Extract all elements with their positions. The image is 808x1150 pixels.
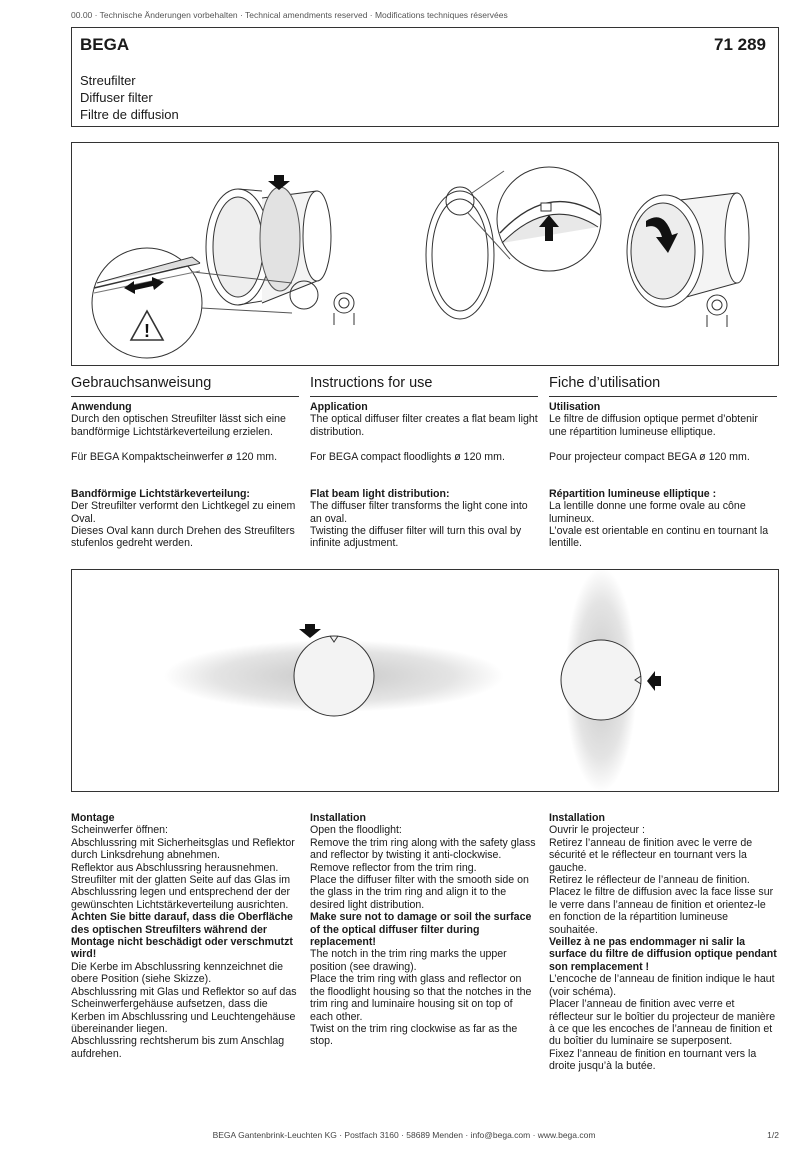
product-name-fr: Filtre de diffusion [80, 107, 179, 122]
product-name-en: Diffuser filter [80, 90, 153, 105]
warning-glyph: ! [144, 321, 150, 341]
installation-title-de: Montage [71, 812, 115, 824]
installation-step-en: Remove the trim ring along with the safety glass and reflector by twisting it anti-clockwise. [310, 836, 536, 862]
footer-address: BEGA Gantenbrink-Leuchten KG · Postfach 3160 · 58689 Menden · info@bega.com · www.bega.com [212, 1130, 596, 1140]
installation-warning-en: Make sure not to damage or soil the surface of the optical diffuser filter during replacement! [310, 911, 532, 949]
application-note-en: For BEGA compact floodlights ø 120 mm. [310, 450, 505, 463]
beam-text-fr: La lentille donne une forme ovale au cône lumineux. [549, 500, 746, 525]
trim-ring-middle [426, 191, 494, 319]
installation-step-fr: Placer l’anneau de finition avec verre et réflecteur sur le boîtier du projecteur de manière à ce que les encoches de l’anneau de finition et du boîtier du luminaire se superposent. [549, 998, 776, 1048]
heading-en: Instructions for use [310, 374, 538, 397]
installation-step-fr: L’encoche de l’anneau de finition indique le haut (voir schéma). [549, 973, 775, 998]
installation-step-de: Scheinwerfer öffnen: [71, 824, 168, 837]
installation-warning-de: Achten Sie bitte darauf, dass die Oberfläche des optischen Streufilters während der Montage nicht beschädigt oder verschmutzt wird! [71, 911, 293, 961]
installation-step-fr: Retirez le réflecteur de l’anneau de finition. [549, 874, 750, 887]
magnified-detail-left [92, 248, 202, 358]
application-text-en: The optical diffuser filter creates a flat beam light distribution. [310, 413, 538, 438]
application-text-de: Durch den optischen Streufilter lässt sich eine bandförmige Lichtstärkeverteilung erzielen. [71, 413, 286, 438]
amendments-notice: 00.00 · Technische Änderungen vorbehalten · Technical amendments reserved · Modifications techniques réservées [71, 10, 508, 20]
beam-text-en: The diffuser filter transforms the light cone into an oval. [310, 500, 528, 525]
application-title-de: Anwendung [71, 401, 132, 413]
page-number: 1/2 [767, 1130, 779, 1140]
application-note-fr: Pour projecteur compact BEGA ø 120 mm. [549, 450, 750, 463]
arrow-down-icon [299, 624, 321, 638]
installation-step-de: Abschlussring rechtsherum bis zum Anschlag aufdrehen. [71, 1035, 285, 1060]
installation-step-en: Twist on the trim ring clockwise as far as the stop. [310, 1022, 518, 1048]
column-fr-installation [549, 812, 777, 1073]
beam-text2-de: Dieses Oval kann durch Drehen des Streufilters stufenlos gedreht werden. [71, 525, 295, 550]
installation-step-en: Place the diffuser filter with the smooth side on the glass in the trim ring and align it to the desired light distribution. [310, 874, 529, 911]
diffuser-disc-horizontal [294, 636, 374, 716]
product-names [80, 72, 179, 123]
beam-text2-en: Twisting the diffuser filter will turn this oval by infinite adjustment. [310, 525, 522, 550]
arrow-down-icon [268, 175, 290, 190]
installation-step-de: Reflektor aus Abschlussring herausnehmen. [71, 861, 279, 874]
installation-figure [71, 142, 779, 366]
beam-title-de: Bandförmige Lichtstärkeverteilung: [71, 487, 250, 500]
heading-fr: Fiche d’utilisation [549, 374, 777, 397]
application-title-fr: Utilisation [549, 401, 601, 413]
installation-step-en: The notch in the trim ring marks the upper position (see drawing). [310, 948, 507, 973]
arrow-left-icon [647, 671, 661, 691]
application-title-en: Application [310, 401, 368, 413]
installation-step-fr: Placez le filtre de diffusion avec la face lisse sur le verre dans l’anneau de finition et orientez-le en fonction de la répartition lumineuse souhaitée. [549, 886, 774, 936]
installation-title-fr: Installation [549, 812, 605, 824]
installation-step-de: Abschlussring mit Glas und Reflektor so auf das Scheinwerfergehäuse aufsetzen, dass die Kerben im Abschlussring und Leuchtengehäuse übereinander liegen. [71, 985, 297, 1035]
installation-title-en: Installation [310, 812, 366, 824]
installation-step-fr: Ouvrir le projecteur : [549, 824, 645, 837]
installation-drawing [72, 143, 778, 365]
installation-step-de: Die Kerbe im Abschlussring kennzeichnet die obere Position (siehe Skizze). [71, 960, 283, 986]
installation-step-en: Remove reflector from the trim ring. [310, 861, 477, 874]
column-de-top [71, 374, 299, 550]
product-name-de: Streufilter [80, 73, 136, 88]
heading-de: Gebrauchsanweisung [71, 374, 299, 397]
article-number: 71 289 [714, 35, 766, 54]
column-de-installation [71, 812, 299, 1060]
title-block [71, 27, 779, 127]
floodlight-housing-right [627, 193, 749, 327]
installation-warning-fr: Veillez à ne pas endommager ni salir la surface du filtre de diffusion optique pendant son remplacement ! [549, 936, 777, 973]
beam-distribution-figure [71, 569, 779, 792]
installation-step-en: Place the trim ring with glass and reflector on the floodlight housing so that the notches in the trim ring and luminaire housing sit on top of each other. [310, 973, 532, 1023]
column-en-installation [310, 812, 538, 1048]
beam-title-fr: Répartition lumineuse elliptique : [549, 487, 717, 500]
installation-step-fr: Retirez l’anneau de finition avec le verre de sécurité et le réflecteur en tournant vers la gauche. [549, 836, 753, 874]
beam-title-en: Flat beam light distribution: [310, 487, 450, 500]
installation-step-fr: Fixez l’anneau de finition en tournant vers la droite jusqu’à la butée. [549, 1047, 757, 1073]
beam-text2-fr: L’ovale est orientable en continu en tournant la lentille. [549, 525, 769, 550]
column-en-top [310, 374, 538, 550]
brand-name: BEGA [80, 35, 130, 54]
installation-step-de: Abschlussring mit Sicherheitsglas und Reflektor durch Linksdrehung abnehmen. [71, 836, 295, 862]
installation-step-de: Streufilter mit der glatten Seite auf das Glas im Abschlussring legen und entsprechend der der gewünschten Lichtstärkeverteilung ausrichten. [71, 874, 291, 911]
beam-drawing [72, 570, 778, 791]
application-note-de: Für BEGA Kompaktscheinwerfer ø 120 mm. [71, 450, 278, 463]
installation-step-en: Open the floodlight: [310, 824, 402, 837]
beam-text-de: Der Streufilter verformt den Lichtkegel zu einem Oval. [71, 500, 296, 525]
diffuser-disc-vertical [561, 640, 641, 720]
application-text-fr: Le filtre de diffusion optique permet d’obtenir une répartition lumineuse elliptique. [549, 413, 758, 438]
diffuser-filter [260, 187, 300, 291]
column-fr-top [549, 374, 777, 550]
